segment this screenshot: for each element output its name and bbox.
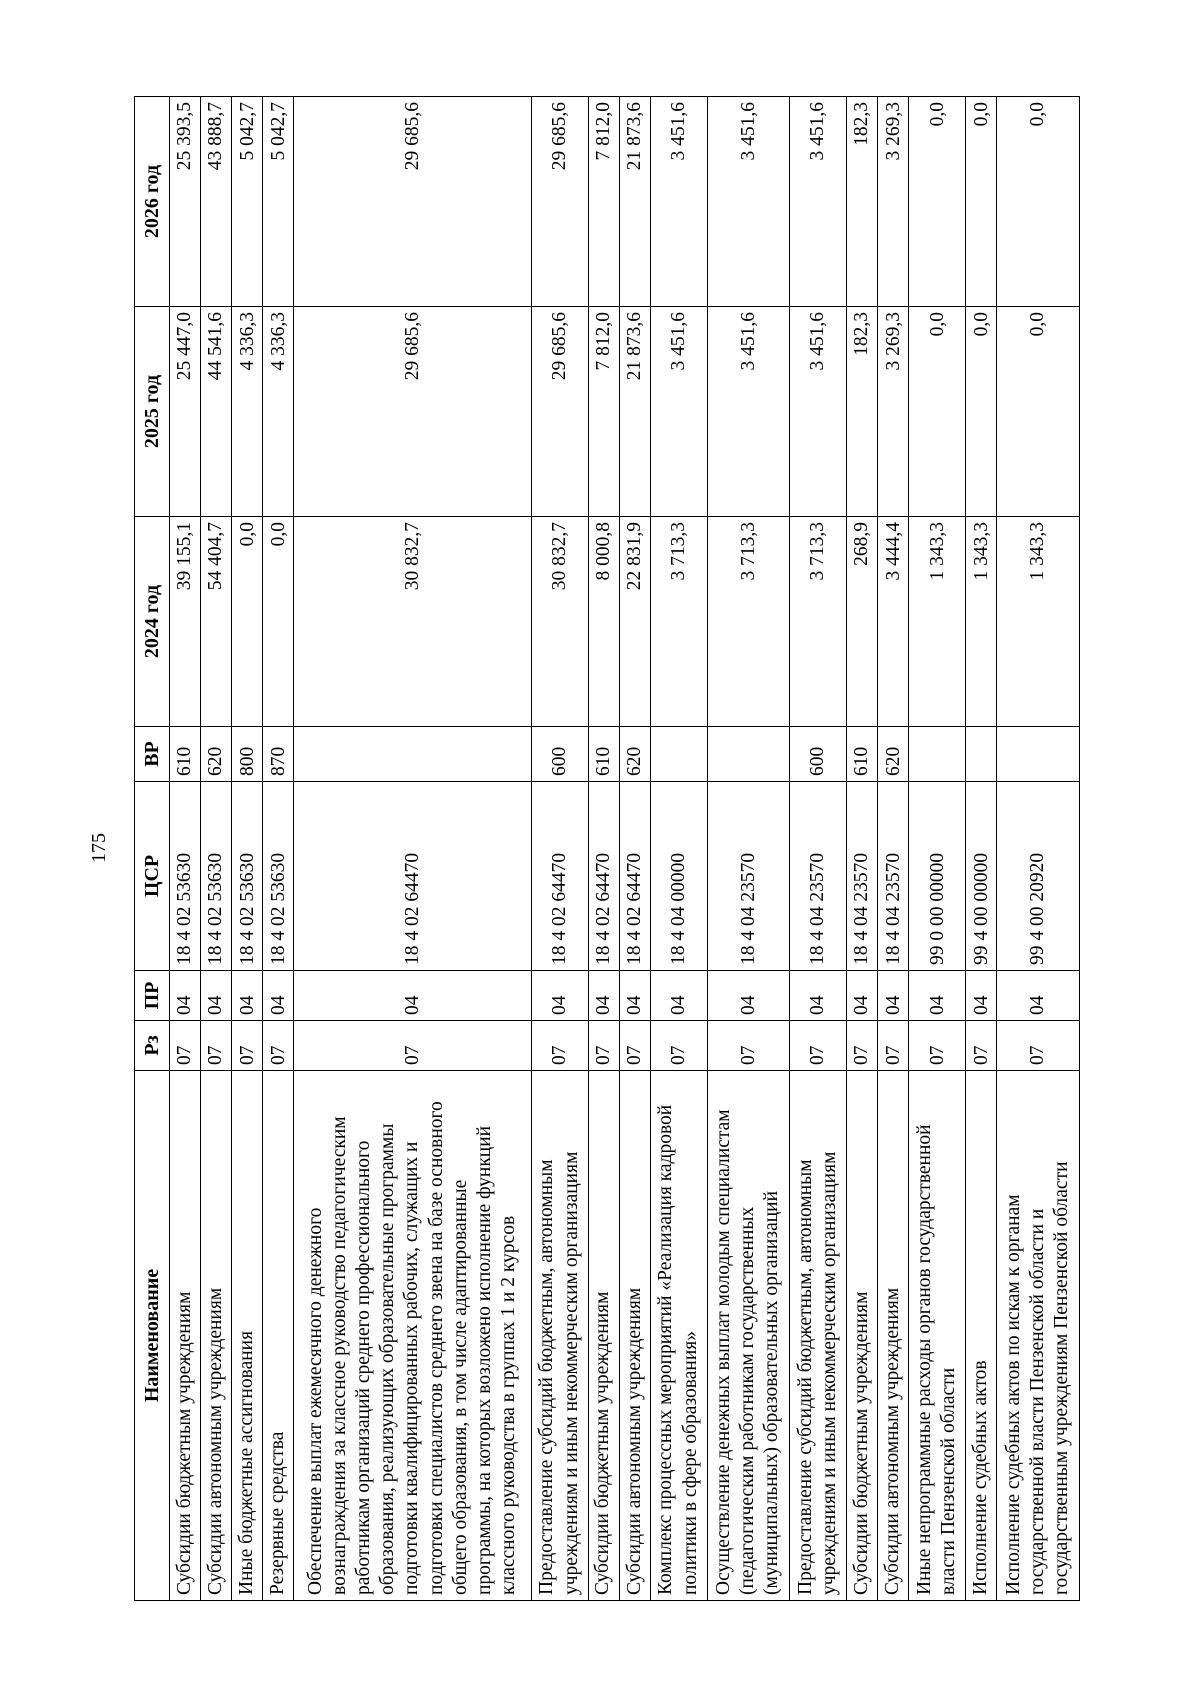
cell-pr: 04 [294, 971, 531, 1021]
header-csr: ЦСР [135, 782, 170, 971]
cell-2026: 0,0 [997, 97, 1080, 307]
cell-pr: 04 [878, 971, 909, 1021]
cell-rz: 07 [790, 1021, 847, 1071]
budget-table [134, 96, 1080, 1601]
cell-rz: 07 [650, 1021, 707, 1071]
cell-2025: 25 447,0 [170, 307, 201, 517]
cell-name: Комплекс процессных мероприятий «Реализация кадровой политики в сфере образования» [650, 1071, 707, 1601]
cell-2025: 7 812,0 [588, 307, 619, 517]
cell-2024: 30 832,7 [294, 517, 531, 727]
cell-pr: 04 [201, 971, 232, 1021]
table-row [966, 97, 997, 1601]
cell-pr: 04 [650, 971, 707, 1021]
cell-name: Субсидии бюджетным учреждениям [847, 1071, 878, 1601]
cell-2026: 29 685,6 [531, 97, 588, 307]
cell-pr: 04 [790, 971, 847, 1021]
cell-2025: 0,0 [909, 307, 966, 517]
table-row [650, 97, 707, 1601]
cell-2024: 3 713,3 [790, 517, 847, 727]
cell-rz: 07 [909, 1021, 966, 1071]
cell-rz: 07 [531, 1021, 588, 1071]
table-row [170, 97, 201, 1601]
cell-vr: 870 [263, 727, 294, 782]
table-row [847, 97, 878, 1601]
cell-2026: 3 451,6 [650, 97, 707, 307]
cell-csr: 18 4 02 53630 [201, 782, 232, 971]
header-2024: 2024 год [135, 517, 170, 727]
cell-2026: 0,0 [909, 97, 966, 307]
cell-2026: 182,3 [847, 97, 878, 307]
cell-2024: 8 000,8 [588, 517, 619, 727]
cell-2025: 29 685,6 [531, 307, 588, 517]
table-row [294, 97, 531, 1601]
cell-csr: 18 4 02 53630 [263, 782, 294, 971]
header-vr: ВР [135, 727, 170, 782]
cell-2024: 3 713,3 [650, 517, 707, 727]
cell-vr: 620 [201, 727, 232, 782]
cell-name: Иные непрограммные расходы органов государственной власти Пензенской области [909, 1071, 966, 1601]
cell-pr: 04 [588, 971, 619, 1021]
cell-rz: 07 [619, 1021, 650, 1071]
cell-csr: 99 4 00 00000 [966, 782, 997, 971]
cell-vr: 620 [619, 727, 650, 782]
cell-vr: 600 [531, 727, 588, 782]
table-row [878, 97, 909, 1601]
table-row [263, 97, 294, 1601]
cell-rz: 07 [966, 1021, 997, 1071]
cell-2024: 0,0 [232, 517, 263, 727]
cell-2024: 22 831,9 [619, 517, 650, 727]
cell-2024: 3 713,3 [707, 517, 790, 727]
header-name: Наименование [135, 1071, 170, 1601]
rotated-table-container [134, 97, 1080, 1601]
cell-vr [707, 727, 790, 782]
table-header-row [135, 97, 170, 1601]
cell-name: Резервные средства [263, 1071, 294, 1601]
cell-csr: 18 4 02 64470 [588, 782, 619, 971]
cell-vr: 610 [588, 727, 619, 782]
cell-csr: 18 4 02 53630 [232, 782, 263, 971]
cell-2025: 182,3 [847, 307, 878, 517]
cell-csr: 18 4 02 64470 [531, 782, 588, 971]
cell-2026: 3 451,6 [790, 97, 847, 307]
cell-csr: 18 4 02 64470 [294, 782, 531, 971]
cell-2025: 3 451,6 [790, 307, 847, 517]
cell-2024: 54 404,7 [201, 517, 232, 727]
cell-2024: 39 155,1 [170, 517, 201, 727]
cell-name: Исполнение судебных актов по искам к органам государственной власти Пензенской области и государственным учреждениям Пензенской области [997, 1071, 1080, 1601]
cell-rz: 07 [707, 1021, 790, 1071]
table-row [619, 97, 650, 1601]
cell-pr: 04 [909, 971, 966, 1021]
cell-2024: 1 343,3 [909, 517, 966, 727]
cell-pr: 04 [619, 971, 650, 1021]
cell-name: Субсидии бюджетным учреждениям [588, 1071, 619, 1601]
cell-2026: 25 393,5 [170, 97, 201, 307]
cell-rz: 07 [201, 1021, 232, 1071]
cell-2025: 44 541,6 [201, 307, 232, 517]
page-number: 175 [88, 833, 110, 863]
cell-vr [909, 727, 966, 782]
table-row [232, 97, 263, 1601]
cell-pr: 04 [170, 971, 201, 1021]
cell-2026: 43 888,7 [201, 97, 232, 307]
table-row [997, 97, 1080, 1601]
cell-2026: 29 685,6 [294, 97, 531, 307]
cell-name: Предоставление субсидий бюджетным, автономным учреждениям и иным некоммерческим организациям [790, 1071, 847, 1601]
cell-csr: 18 4 02 53630 [170, 782, 201, 971]
cell-2024: 0,0 [263, 517, 294, 727]
cell-2024: 3 444,4 [878, 517, 909, 727]
cell-vr: 600 [790, 727, 847, 782]
cell-pr: 04 [847, 971, 878, 1021]
cell-2024: 1 343,3 [997, 517, 1080, 727]
table-row [588, 97, 619, 1601]
cell-rz: 07 [170, 1021, 201, 1071]
cell-pr: 04 [966, 971, 997, 1021]
cell-rz: 07 [878, 1021, 909, 1071]
cell-rz: 07 [997, 1021, 1080, 1071]
cell-csr: 18 4 02 64470 [619, 782, 650, 971]
table-row [531, 97, 588, 1601]
cell-name: Предоставление субсидий бюджетным, автономным учреждениям и иным некоммерческим организациям [531, 1071, 588, 1601]
cell-rz: 07 [294, 1021, 531, 1071]
cell-2024: 268,9 [847, 517, 878, 727]
cell-rz: 07 [588, 1021, 619, 1071]
cell-vr [650, 727, 707, 782]
cell-pr: 04 [531, 971, 588, 1021]
cell-rz: 07 [232, 1021, 263, 1071]
cell-vr [997, 727, 1080, 782]
cell-2025: 0,0 [966, 307, 997, 517]
cell-name: Субсидии автономным учреждениям [201, 1071, 232, 1601]
cell-2024: 30 832,7 [531, 517, 588, 727]
cell-csr: 99 4 00 20920 [997, 782, 1080, 971]
cell-vr: 610 [170, 727, 201, 782]
header-rz: Рз [135, 1021, 170, 1071]
cell-name: Субсидии автономным учреждениям [619, 1071, 650, 1601]
cell-csr: 18 4 04 23570 [878, 782, 909, 971]
table-row [909, 97, 966, 1601]
cell-name: Субсидии бюджетным учреждениям [170, 1071, 201, 1601]
cell-pr: 04 [232, 971, 263, 1021]
cell-vr: 610 [847, 727, 878, 782]
table-row [790, 97, 847, 1601]
cell-csr: 18 4 04 00000 [650, 782, 707, 971]
cell-2025: 4 336,3 [263, 307, 294, 517]
cell-vr [966, 727, 997, 782]
cell-csr: 99 0 00 00000 [909, 782, 966, 971]
cell-2025: 3 451,6 [650, 307, 707, 517]
cell-rz: 07 [263, 1021, 294, 1071]
table-row [201, 97, 232, 1601]
cell-2026: 3 451,6 [707, 97, 790, 307]
cell-2024: 1 343,3 [966, 517, 997, 727]
cell-2025: 3 269,3 [878, 307, 909, 517]
cell-2026: 5 042,7 [263, 97, 294, 307]
header-2025: 2025 год [135, 307, 170, 517]
cell-pr: 04 [263, 971, 294, 1021]
header-pr: ПР [135, 971, 170, 1021]
cell-2026: 7 812,0 [588, 97, 619, 307]
cell-2025: 0,0 [997, 307, 1080, 517]
cell-2025: 21 873,6 [619, 307, 650, 517]
table-row [707, 97, 790, 1601]
cell-vr [294, 727, 531, 782]
cell-name: Осуществление денежных выплат молодым специалистам (педагогическим работникам государственных (муниципальных) образовательных организаций [707, 1071, 790, 1601]
cell-csr: 18 4 04 23570 [790, 782, 847, 971]
cell-pr: 04 [707, 971, 790, 1021]
header-2026: 2026 год [135, 97, 170, 307]
cell-pr: 04 [997, 971, 1080, 1021]
cell-name: Субсидии автономным учреждениям [878, 1071, 909, 1601]
cell-name: Исполнение судебных актов [966, 1071, 997, 1601]
cell-csr: 18 4 04 23570 [847, 782, 878, 971]
cell-vr: 800 [232, 727, 263, 782]
cell-2026: 0,0 [966, 97, 997, 307]
cell-2026: 5 042,7 [232, 97, 263, 307]
cell-vr: 620 [878, 727, 909, 782]
cell-2026: 3 269,3 [878, 97, 909, 307]
cell-name: Иные бюджетные ассигнования [232, 1071, 263, 1601]
cell-2025: 4 336,3 [232, 307, 263, 517]
cell-rz: 07 [847, 1021, 878, 1071]
cell-2026: 21 873,6 [619, 97, 650, 307]
cell-2025: 3 451,6 [707, 307, 790, 517]
cell-name: Обеспечение выплат ежемесячного денежного вознаграждения за классное руководство педагогическим работникам организаций среднего профессионального образования, реализующих образовательные программы подготовки квалифицированных рабочих, служащих и подготовки специалистов среднего звена на базе основного общего образования, в том числе адаптированные программы, на которых возложено исполнение функций классного руководства в группах 1 и 2 курсов [294, 1071, 531, 1601]
cell-2025: 29 685,6 [294, 307, 531, 517]
cell-csr: 18 4 04 23570 [707, 782, 790, 971]
